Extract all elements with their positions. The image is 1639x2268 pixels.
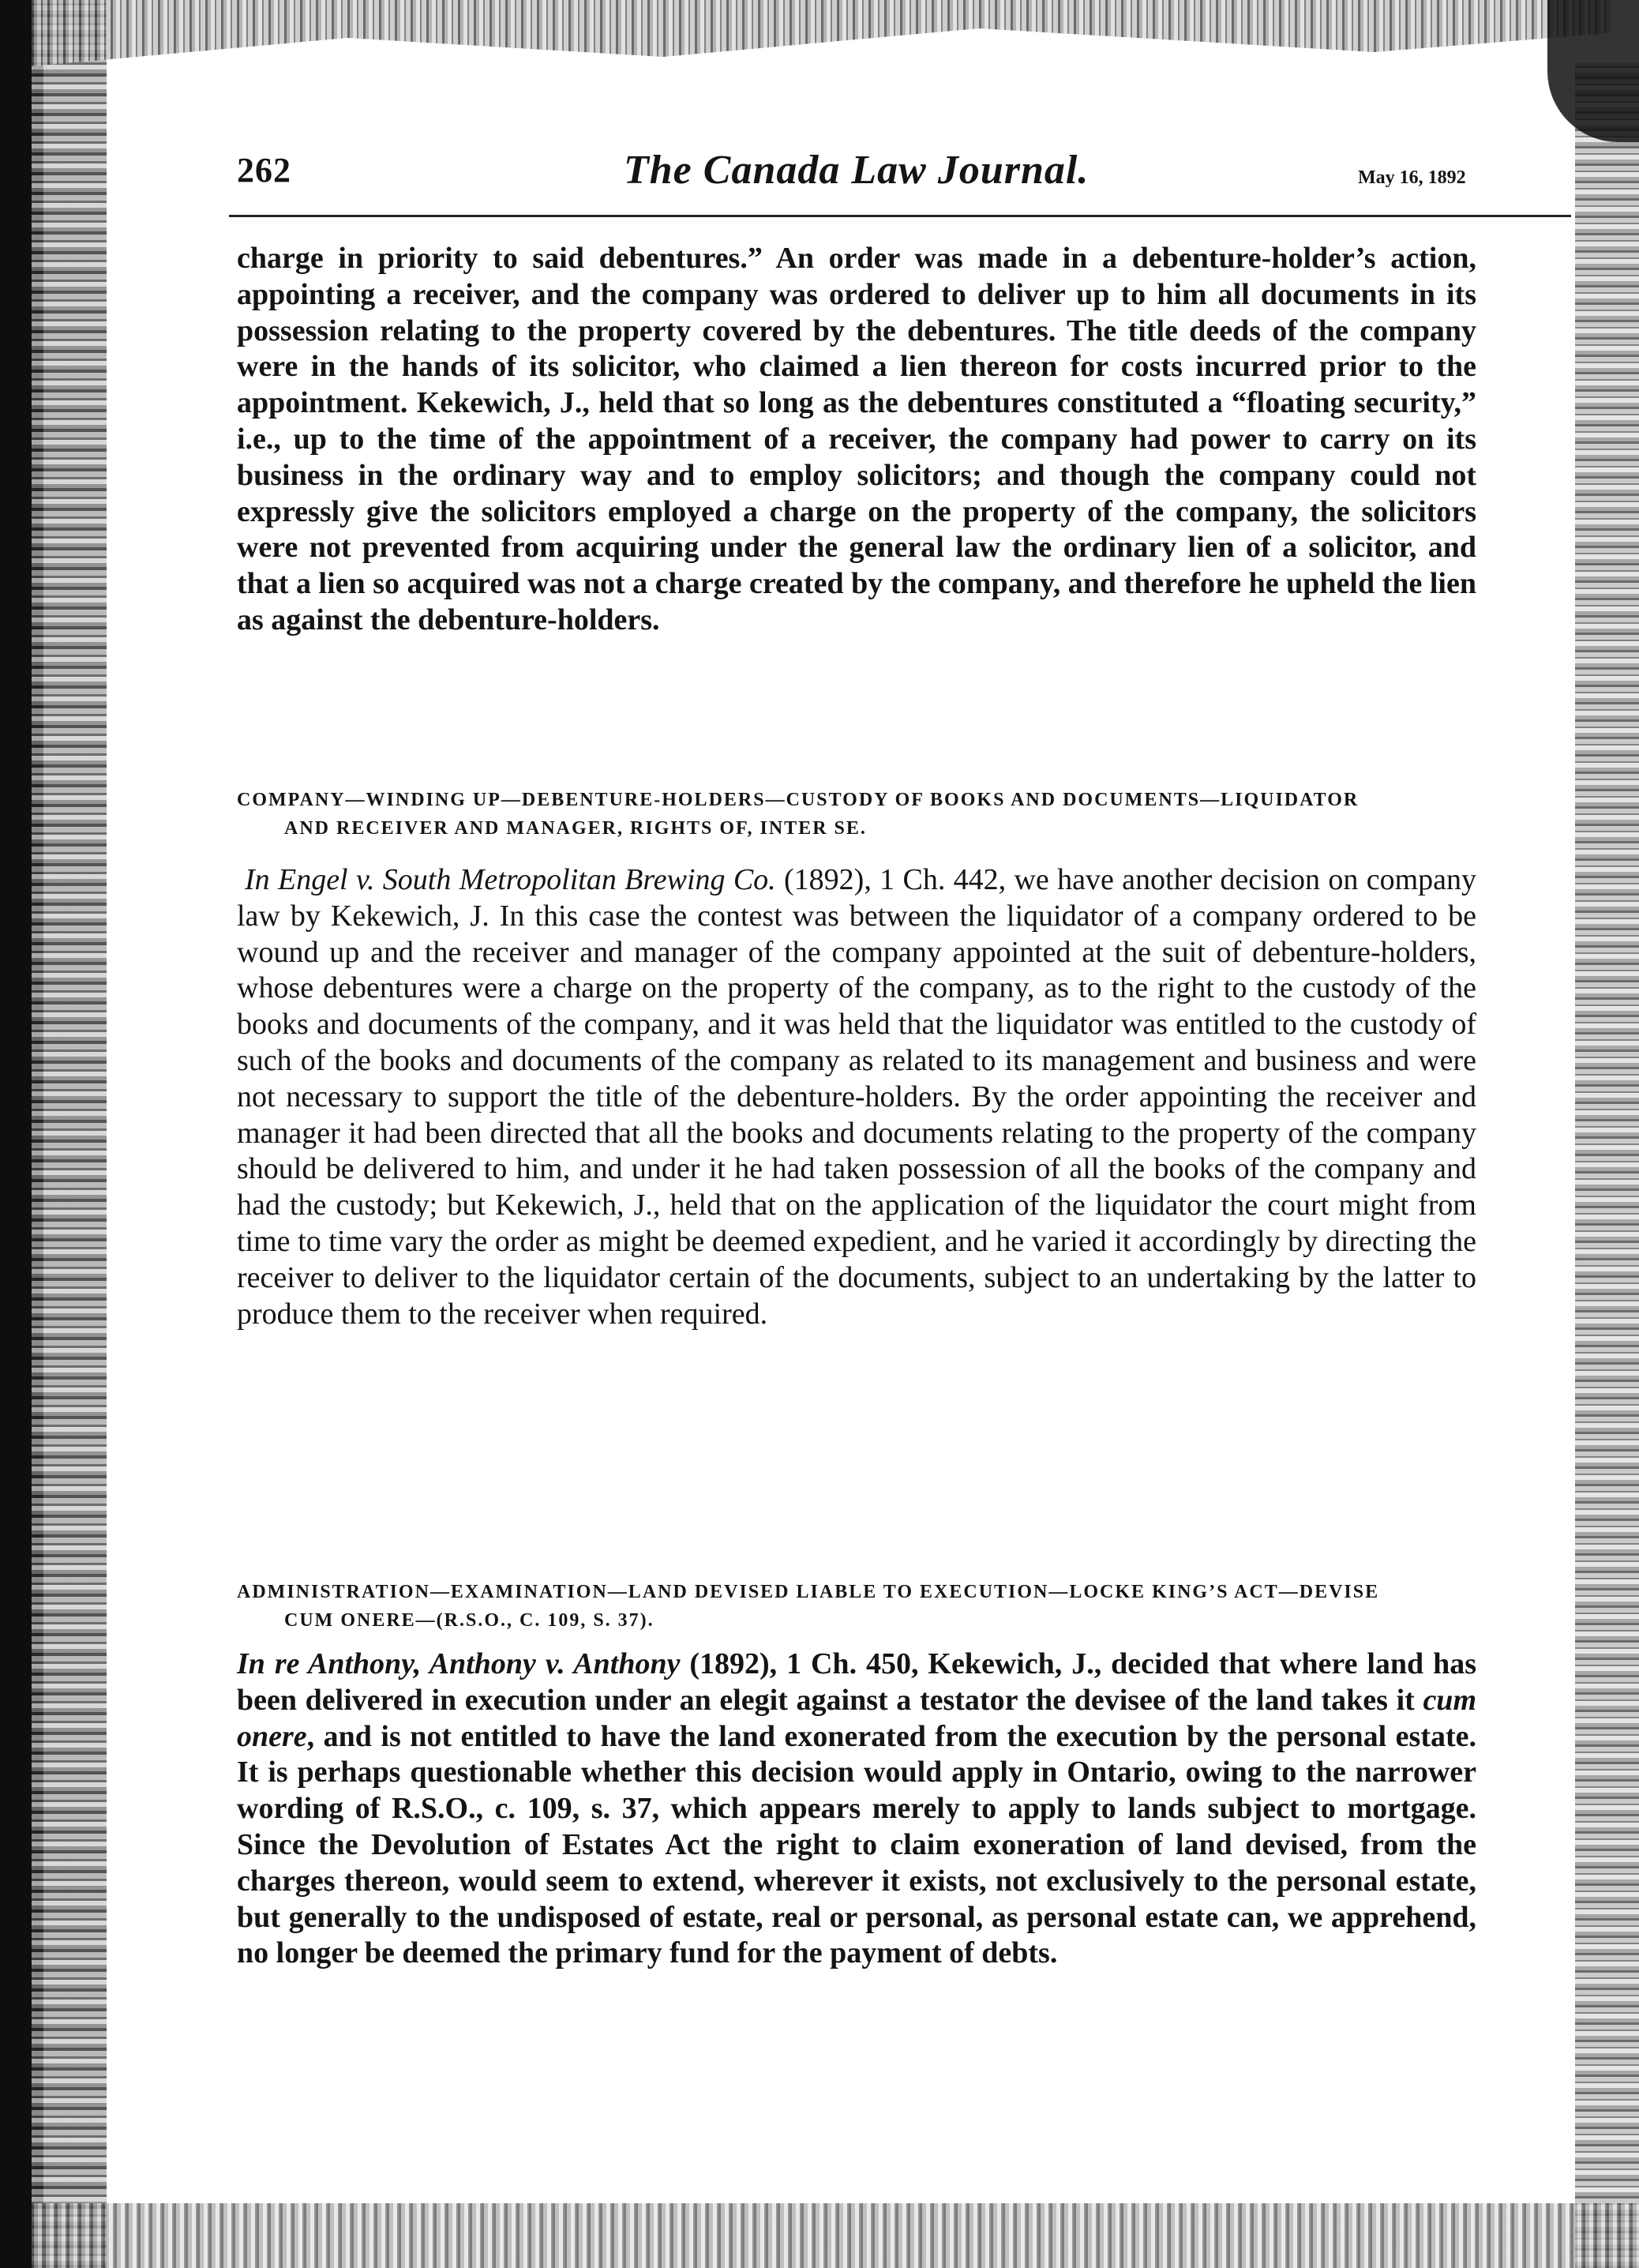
paragraph-text: (1892), 1 Ch. 450, Kekewich, J., decided that where land has been delivered in execution under an elegit against a testator the devisee of the land takes it [237,1647,1476,1717]
scan-edge-left [32,0,107,2268]
paragraph-anthony-case [237,1647,1476,1972]
headnote-line: COMPANY—WINDING UP—DEBENTURE-HOLDERS—CUSTODY OF BOOKS AND DOCUMENTS—LIQUIDATOR [237,790,1360,810]
scan-edge-top [32,0,1611,95]
headnote-company-winding-up [237,786,1476,843]
case-name: In re Anthony, Anthony v. Anthony [237,1647,681,1680]
headnote-line: CUM ONERE—(R.S.O., C. 109, S. 37). [284,1610,654,1631]
scan-edge-right [1575,63,1639,2268]
issue-date: May 16, 1892 [1358,167,1466,188]
header-rule [229,215,1571,217]
headnote-administration [237,1578,1476,1635]
paragraph-engel-case [237,862,1476,1332]
latin-term: cum onere [237,1683,1476,1753]
page-number: 262 [237,151,291,190]
headnote-line: AND RECEIVER AND MANAGER, RIGHTS OF, INTER SE. [284,818,867,839]
paragraph-text: , and is not entitled to have the land exonerated from the execution by the personal estate. It is perhaps questionable whether this decision would apply in Ontario, owing to the narrower wording of R.S.O., c. 109, s. 37, which appears merely to apply to lands subject to mortgage. Since the Devolution of Estates Act the right to claim exoneration of land devised, from the charges thereon, would seem to extend, wherever it exists, not exclusively to the personal estate, but generally to the undisposed of estate, real or personal, as personal estate can, we apprehend, no longer be deemed the primary fund for the payment of debts. [237,1719,1476,1970]
headnote-line: ADMINISTRATION—EXAMINATION—LAND DEVISED LIABLE TO EXECUTION—LOCKE KING’S ACT—DEVISE [237,1582,1380,1602]
journal-title: The Canada Law Journal. [624,148,1090,193]
scan-corner [1547,0,1639,142]
case-name: In Engel v. South Metropolitan Brewing Co. [245,863,776,896]
paragraph-lien-decision: charge in priority to said debentures.” An order was made in a debenture-holder’s action, appointing a receiver, and the company was ordered to deliver up to him all documents in its possession relating to the property covered by the debentures. The title deeds of the company were in the hands of its solicitor, who claimed a lien thereon for costs incurred prior to the appointment. Kekewich, J., held that so long as the debentures constituted a “floating security,” i.e., up to the time of the appointment of a receiver, the company had power to carry on its business in the ordinary way and to employ solicitors; and though the company could not expressly give the solicitors employed a charge on the property of the company, the solicitors were not prevented from acquiring under the general law the ordinary lien of a solicitor, and that a lien so acquired was not a charge created by the company, and therefore he upheld the lien as against the debenture-holders. [237,242,1476,636]
scan-edge-bottom [32,2203,1639,2268]
paragraph-text: (1892), 1 Ch. 442, we have another decision on company law by Kekewich, J. In this case the contest was between the liquidator of a company ordered to be wound up and the receiver and manager of the company appointed at the suit of debenture-holders, whose debentures were a charge on the property of the company, as to the right to the custody of the books and documents of the company, and it was held that the liquidator was entitled to the custody of such of the books and documents of the company as related to its management and business and were not necessary to support the title of the debenture-holders. By the order appointing the receiver and manager it had been directed that all the books and documents relating to the property of the company should be delivered to him, and under it he had taken possession of all the books of the company and had the custody; but Kekewich, J., held that on the application of the liquidator the court might from time to time vary the order as might be deemed expedient, and he varied it accordingly by directing the receiver to deliver to the liquidator certain of the documents, subject to an undertaking by the latter to produce them to the receiver when required. [237,863,1476,1331]
